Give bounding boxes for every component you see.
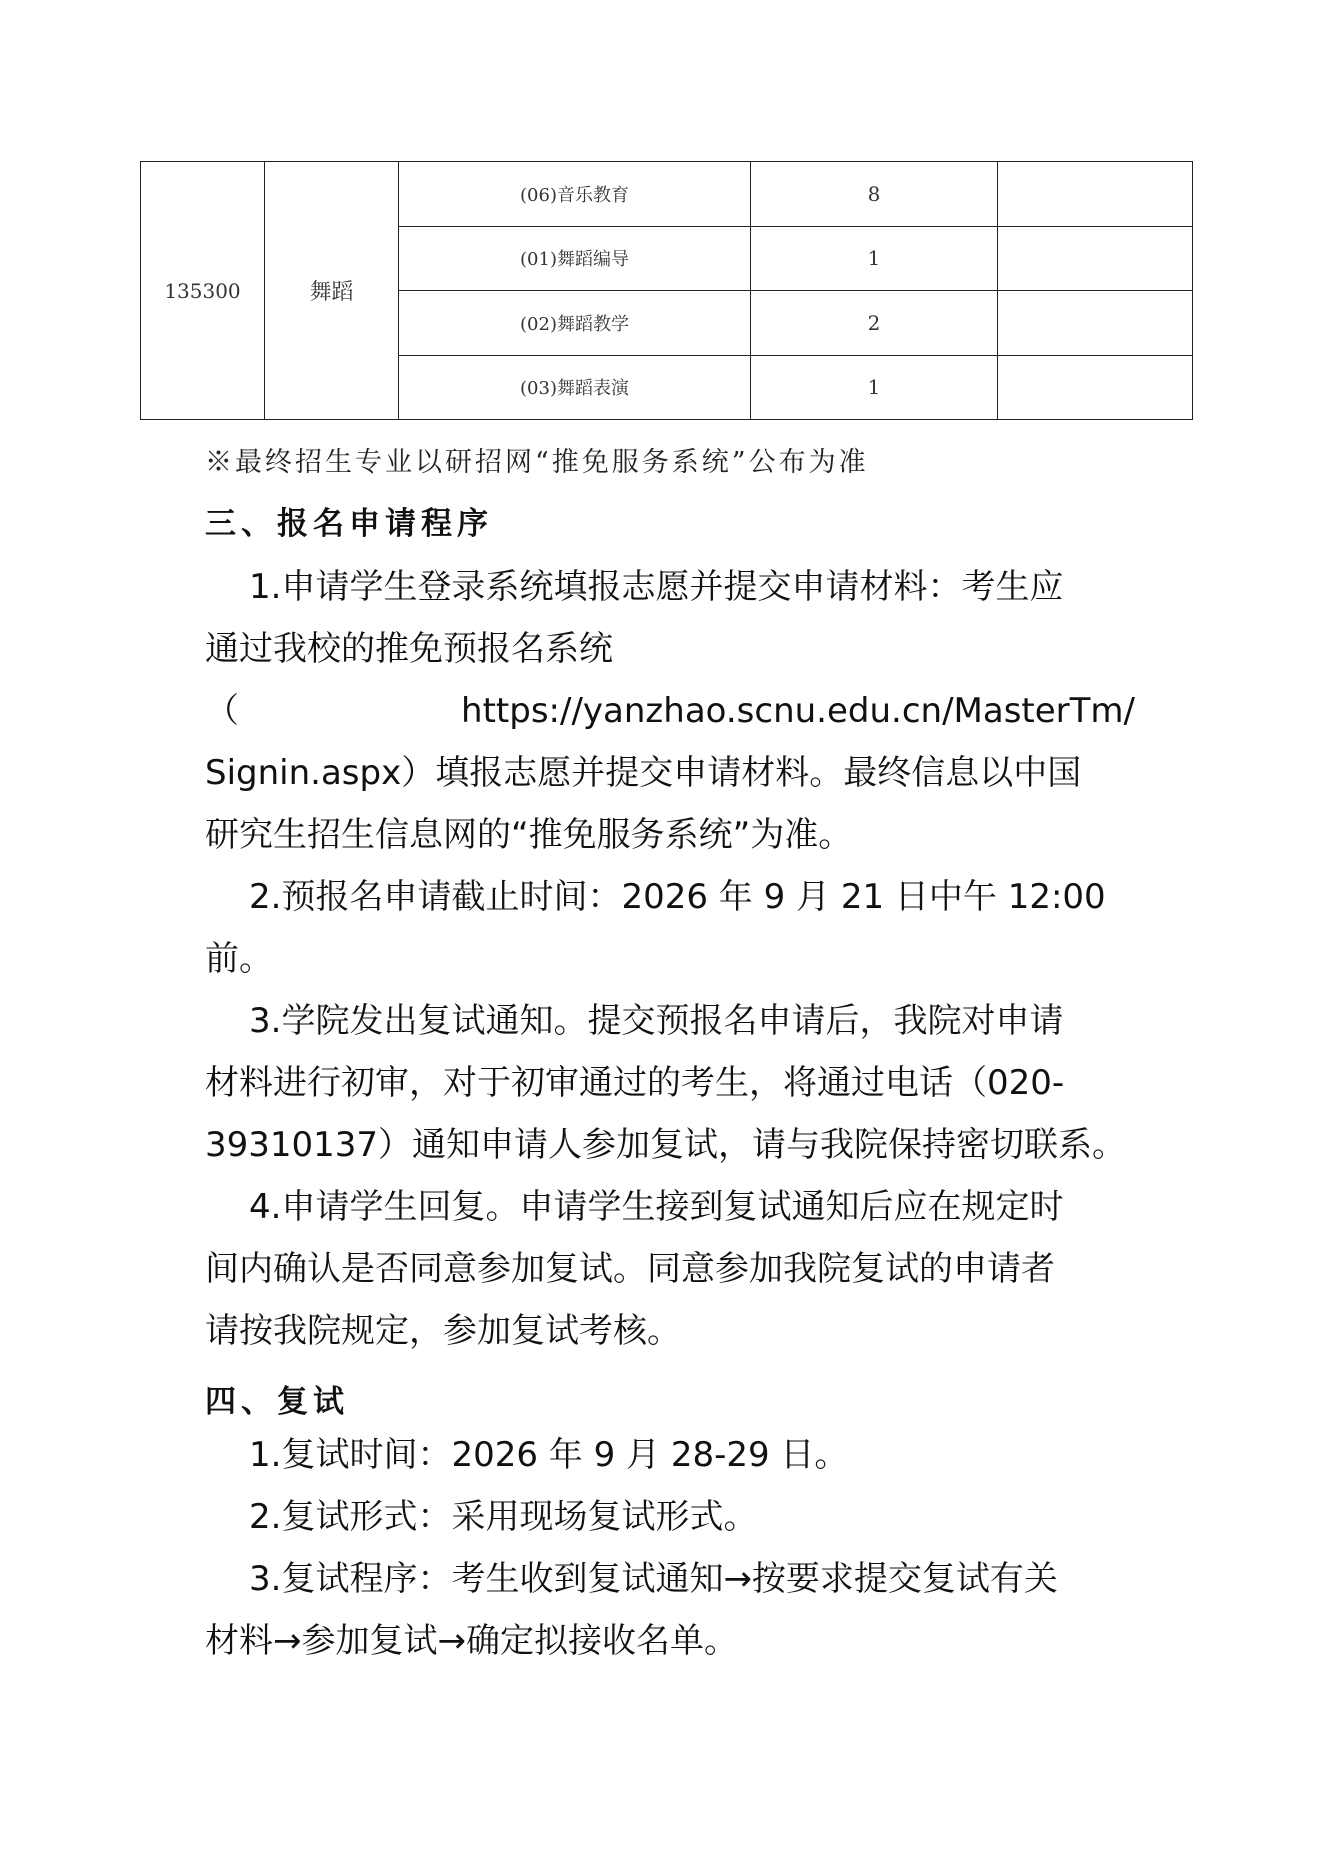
direction-cell: (03)舞蹈表演 (399, 355, 751, 420)
text-line: 2.复试形式：采用现场复试形式。 (249, 1497, 758, 1537)
text-line: 间内确认是否同意参加复试。同意参加我院复试的申请者 (205, 1249, 1055, 1289)
quota-cell: 2 (751, 291, 998, 356)
quota-cell: 8 (751, 162, 998, 227)
section-heading-reexam: 四、复试 (205, 1384, 349, 1420)
open-paren: （ (205, 691, 239, 731)
text-line: 研究生招生信息网的“推免服务系统”为准。 (205, 815, 853, 855)
quota-cell: 1 (751, 226, 998, 291)
major-code-cell: 135300 (141, 162, 265, 420)
table-footnote: ※最终招生专业以研招网“推免服务系统”公布为准 (205, 447, 869, 478)
text-line: 39310137）通知申请人参加复试，请与我院保持密切联系。 (205, 1125, 1127, 1165)
table-row (141, 162, 1193, 227)
text-line: 材料进行初审，对于初审通过的考生，将通过电话（020- (205, 1063, 1065, 1103)
major-name-cell: 舞蹈 (265, 162, 399, 420)
paragraph-reexam (205, 1424, 1135, 1672)
text-line: Signin.aspx）填报志愿并提交申请材料。最终信息以中国 (205, 753, 1082, 793)
text-line: 通过我校的推免预报名系统 (205, 629, 613, 669)
text-line: 材料→参加复试→确定拟接收名单。 (205, 1621, 738, 1661)
enrollment-table (140, 161, 1193, 420)
text-line: 请按我院规定，参加复试考核。 (205, 1311, 681, 1351)
text-line-url (205, 680, 1135, 742)
section-heading-application: 三、报名申请程序 (205, 506, 493, 542)
text-line: 1.复试时间：2026 年 9 月 28-29 日。 (249, 1435, 849, 1475)
text-line: 3.学院发出复试通知。提交预报名申请后，我院对申请 (249, 1001, 1064, 1041)
paragraph-application-step-2 (205, 866, 1135, 990)
remark-cell (998, 162, 1193, 227)
direction-cell: (06)音乐教育 (399, 162, 751, 227)
direction-cell: (02)舞蹈教学 (399, 291, 751, 356)
paragraph-application-step-3 (205, 990, 1135, 1176)
remark-cell (998, 355, 1193, 420)
paragraph-application-step-1 (205, 556, 1135, 866)
text-line: 前。 (205, 939, 273, 979)
direction-cell: (01)舞蹈编导 (399, 226, 751, 291)
paragraph-application-step-4 (205, 1176, 1135, 1362)
quota-cell: 1 (751, 355, 998, 420)
remark-cell (998, 291, 1193, 356)
remark-cell (998, 226, 1193, 291)
text-line: 1.申请学生登录系统填报志愿并提交申请材料：考生应 (249, 567, 1064, 607)
enrollment-table-fragment (140, 161, 1192, 420)
text-line: 2.预报名申请截止时间：2026 年 9 月 21 日中午 12:00 (249, 877, 1106, 917)
text-line: 4.申请学生回复。申请学生接到复试通知后应在规定时 (249, 1187, 1064, 1227)
registration-url[interactable]: https://yanzhao.scnu.edu.cn/MasterTm/ (461, 691, 1135, 731)
text-line: 3.复试程序：考生收到复试通知→按要求提交复试有关 (249, 1559, 1058, 1599)
